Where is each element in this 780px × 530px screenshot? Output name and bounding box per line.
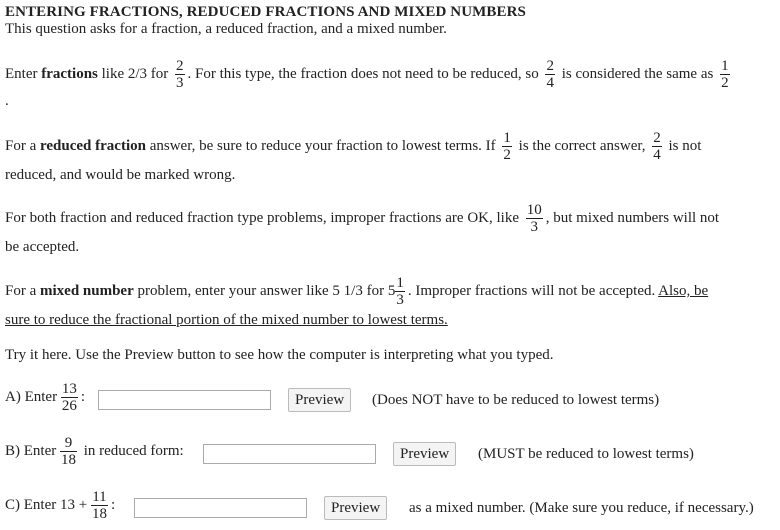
- numerator: 2: [176, 58, 184, 74]
- qb-label-text: B) Enter: [5, 442, 60, 459]
- answer-b-input[interactable]: [203, 444, 376, 464]
- p4-bold-mixed-number: mixed number: [40, 282, 134, 299]
- qc-colon: :: [110, 496, 116, 513]
- numerator: 13: [61, 381, 77, 397]
- p1-text-e: is considered the same as: [557, 65, 718, 82]
- p1-text-a: Enter: [5, 65, 42, 82]
- p2-text-a: For a: [5, 137, 40, 154]
- p3-text-a: For both fraction and reduced fraction type problems, improper fractions are OK, like: [5, 209, 523, 226]
- qc-label-text: C) Enter 13 +: [5, 496, 91, 513]
- numerator: 1: [396, 275, 404, 291]
- denominator: 26: [61, 398, 77, 414]
- fraction-2-4: [545, 58, 555, 91]
- p2-text-e: is not: [664, 137, 702, 154]
- numerator: 1: [721, 58, 729, 74]
- answer-c-input[interactable]: [134, 498, 307, 518]
- numerator: 2: [546, 58, 554, 74]
- page-subtitle: This question asks for a fraction, a reduced fraction, and a mixed number.: [5, 21, 447, 37]
- try-it-instructions: Try it here. Use the Preview button to see how the computer is interpreting what you typed.: [5, 347, 554, 363]
- answer-b-note: (MUST be reduced to lowest terms): [478, 446, 694, 462]
- denominator: 3: [396, 292, 404, 308]
- reduced-fraction-paragraph: [5, 130, 701, 163]
- mixed-number-paragraph: [5, 275, 708, 308]
- p4-underlined-a: Also, be: [658, 282, 709, 299]
- fraction-9-18: [60, 435, 77, 468]
- page-title: ENTERING FRACTIONS, REDUCED FRACTIONS AND MIXED NUMBERS: [5, 4, 526, 20]
- numerator: 2: [653, 130, 661, 146]
- qb-after-text: in reduced form:: [79, 442, 184, 459]
- p4-underlined-b: sure to reduce the fractional portion of the mixed number to lowest terms.: [5, 312, 448, 328]
- denominator: 18: [60, 452, 76, 468]
- fraction-2-3: [175, 58, 185, 91]
- fraction-13-26: [61, 381, 78, 414]
- p1-text-c: like 2/3 for: [97, 65, 173, 82]
- p4-text-a: For a: [5, 282, 40, 299]
- p1-text-d: . For this type, the fraction does not need to be reduced, so: [187, 65, 543, 82]
- denominator: 3: [176, 75, 184, 91]
- qa-label-text: A) Enter: [5, 388, 61, 405]
- numerator: 11: [92, 489, 107, 505]
- preview-c-button[interactable]: Preview: [324, 496, 387, 520]
- answer-c-note: as a mixed number. (Make sure you reduce, if necessary.): [409, 500, 754, 516]
- numerator: 1: [503, 130, 511, 146]
- fraction-1-2: [502, 130, 512, 163]
- denominator: 4: [546, 75, 554, 91]
- p2-text-c: answer, be sure to reduce your fraction to lowest terms. If: [145, 137, 500, 154]
- denominator: 18: [91, 506, 107, 522]
- denominator: 3: [530, 219, 538, 235]
- question-b-label: [5, 435, 184, 468]
- fraction-11-18: [91, 489, 108, 522]
- p4-text-c: problem, enter your answer like 5 1/3 for 5: [133, 282, 396, 299]
- answer-a-input[interactable]: [98, 390, 271, 410]
- p2-text-d: is the correct answer,: [514, 137, 650, 154]
- answer-a-note: (Does NOT have to be reduced to lowest terms): [372, 392, 660, 408]
- numerator: 10: [526, 202, 542, 218]
- numerator: 9: [60, 435, 77, 452]
- question-a-label: [5, 381, 85, 414]
- fraction-10-3: [526, 202, 543, 235]
- question-c-label: [5, 489, 115, 522]
- p2-line2: reduced, and would be marked wrong.: [5, 167, 236, 183]
- fractions-paragraph: [5, 58, 733, 91]
- p2-bold-reduced-fraction: reduced fraction: [40, 137, 146, 154]
- denominator: 4: [653, 147, 661, 163]
- denominator: 2: [503, 147, 511, 163]
- preview-b-button[interactable]: Preview: [393, 442, 456, 466]
- preview-a-button[interactable]: Preview: [288, 388, 351, 412]
- improper-fraction-paragraph: [5, 202, 719, 235]
- p3-text-b: , but mixed numbers will not: [545, 209, 720, 226]
- fraction-2-4: [652, 130, 662, 163]
- qa-colon: :: [80, 388, 85, 405]
- fraction-1-3: [395, 275, 405, 308]
- p4-text-d: . Improper fractions will not be accepted.: [407, 282, 659, 299]
- fraction-1-2: [720, 58, 730, 91]
- denominator: 2: [721, 75, 729, 91]
- p3-line2: be accepted.: [5, 239, 80, 255]
- p1-period: .: [5, 93, 9, 109]
- p1-bold-fractions: fractions: [41, 65, 98, 82]
